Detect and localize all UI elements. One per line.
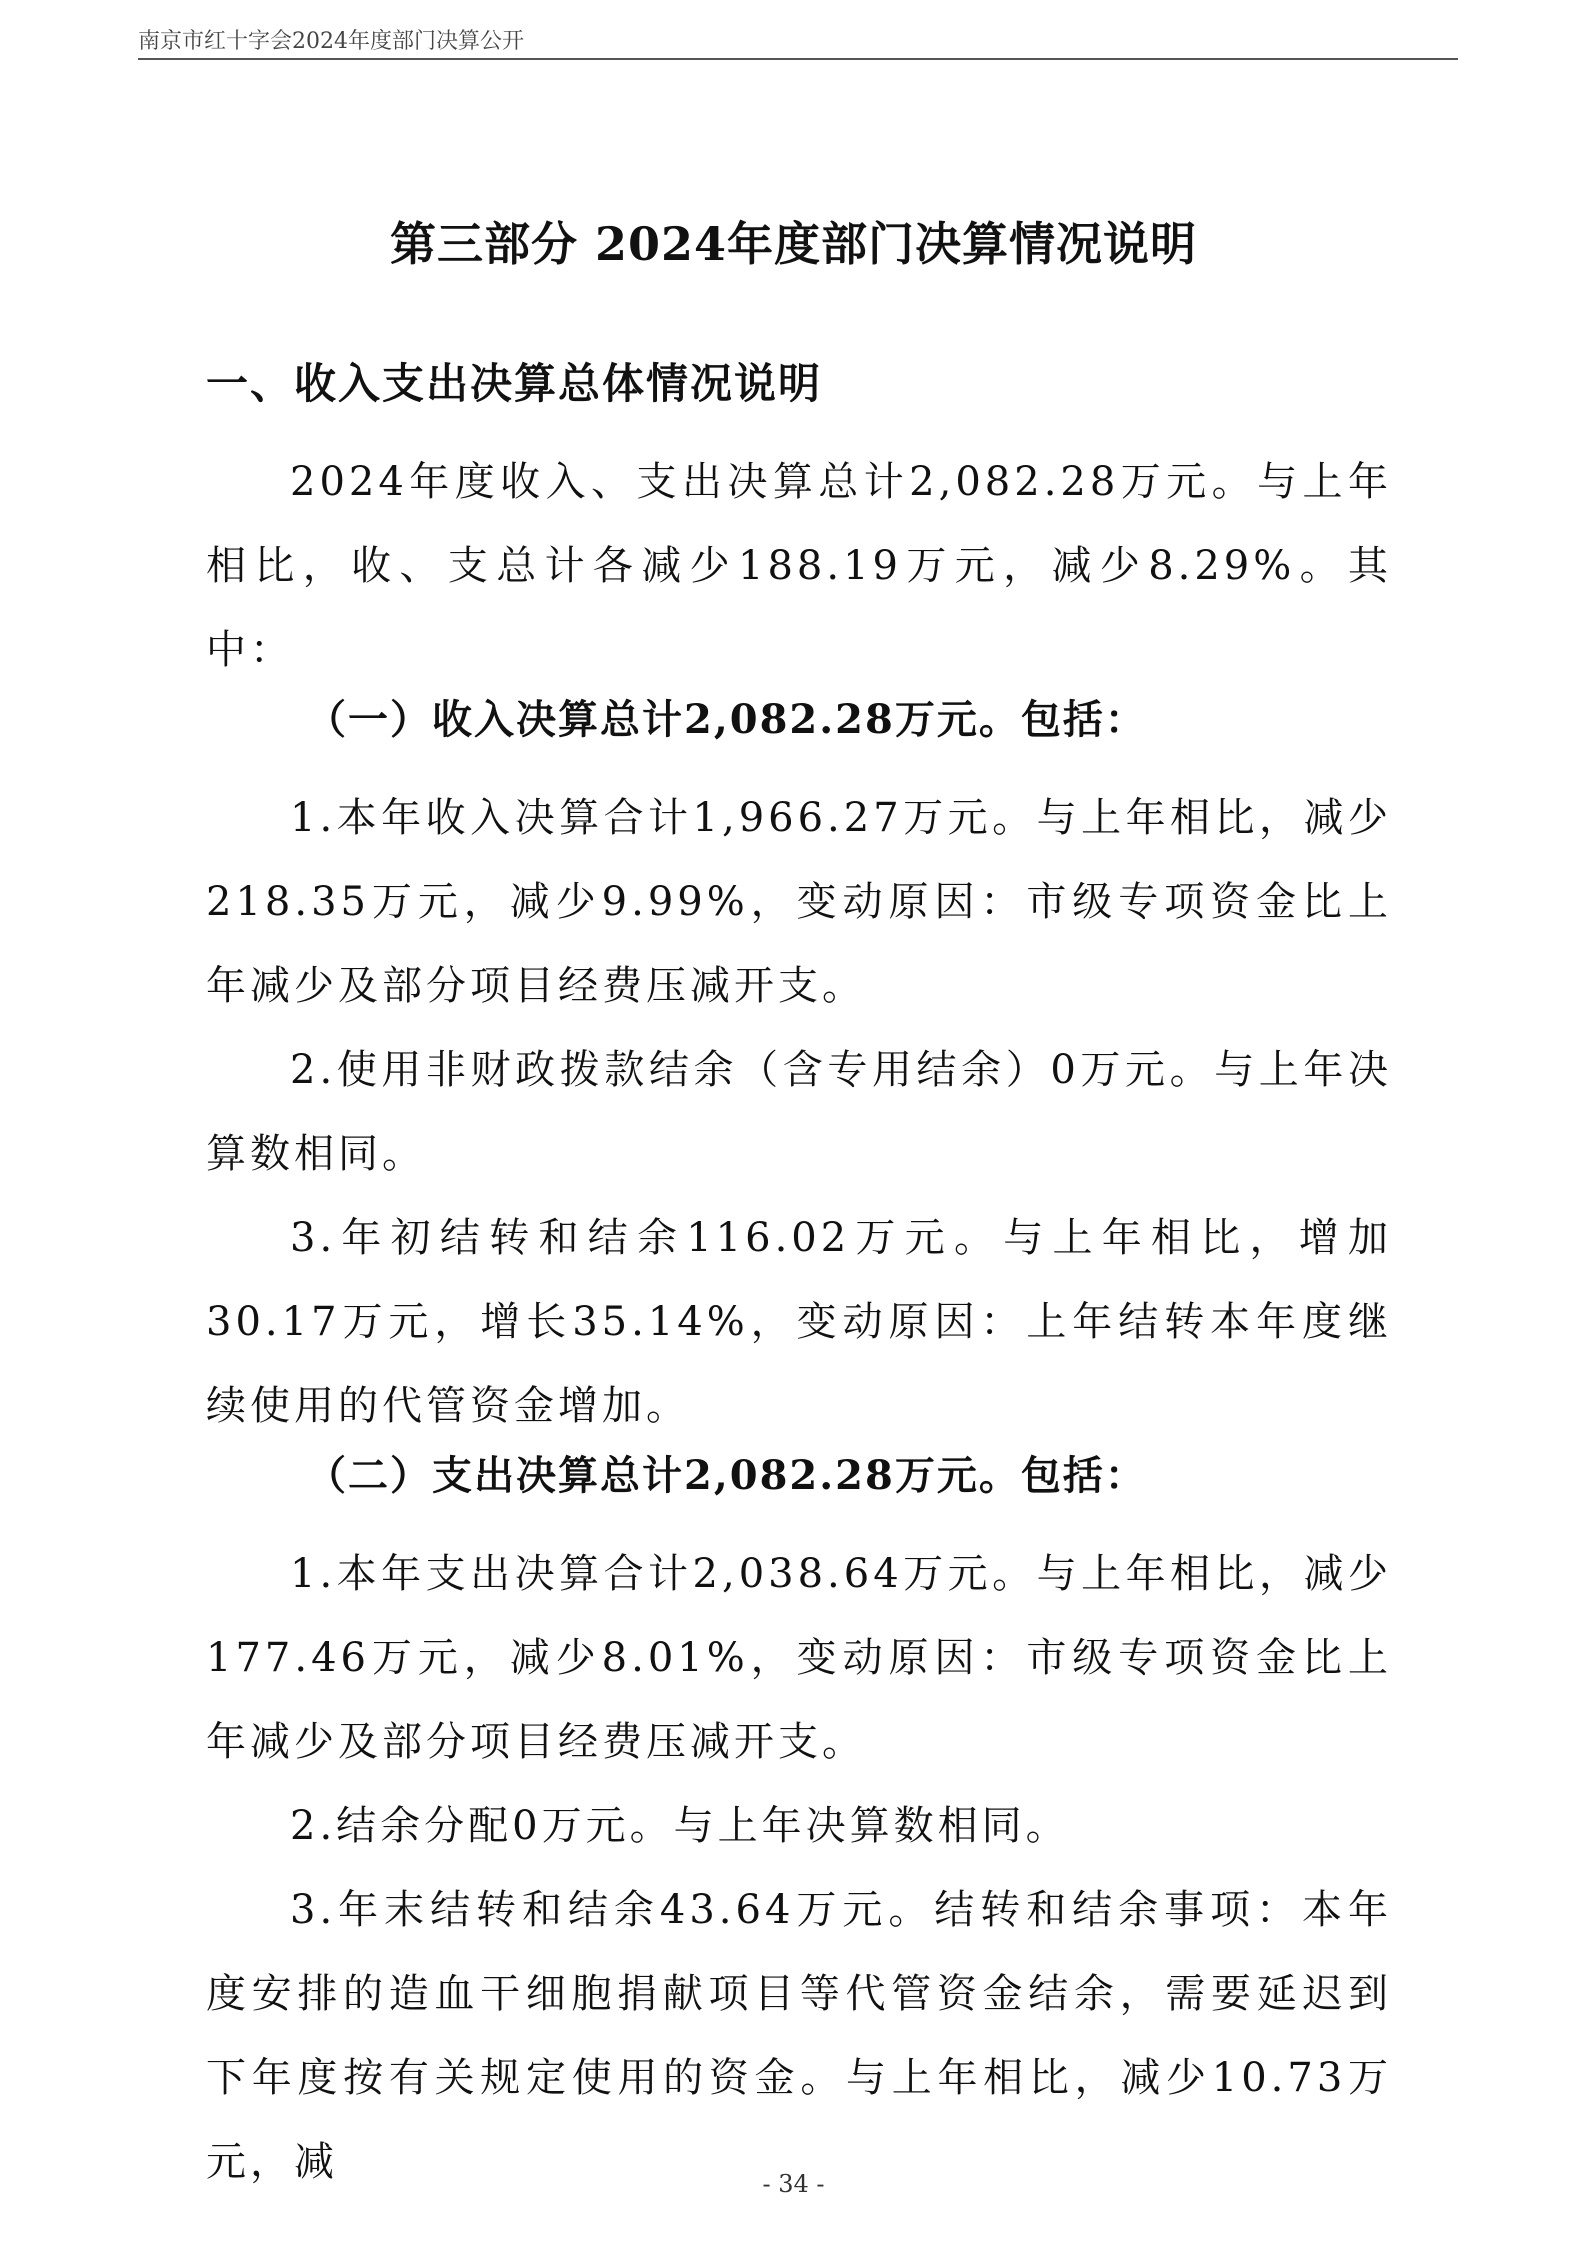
page-title: 第三部分 2024年度部门决算情况说明 [389,217,1198,271]
paragraph: 3.年初结转和结余116.02万元。与上年相比，增加30.17万元，增长35.14%，变动原因：上年结转本年度继续使用的代管资金增加。 [206,1215,1392,1429]
paragraph: 2.使用非财政拨款结余（含专用结余）0万元。与上年决算数相同。 [206,1047,1392,1177]
paragraph: 1.本年收入决算合计1,966.27万元。与上年相比，减少218.35万元，减少9.99%，变动原因：市级专项资金比上年减少及部分项目经费压减开支。 [206,795,1392,1009]
running-header: 南京市红十字会2024年度部门决算公开 [138,29,524,54]
paragraph: 3.年末结转和结余43.64万元。结转和结余事项：本年度安排的造血干细胞捐献项目等代管资金结余，需要延迟到下年度按有关规定使用的资金。与上年相比，减少10.73万元，减 [206,1887,1392,2185]
document-body [206,356,1392,2204]
paragraph: 1.本年支出决算合计2,038.64万元。与上年相比，减少177.46万元，减少8.01%，变动原因：市级专项资金比上年减少及部分项目经费压减开支。 [206,1551,1392,1765]
subsection-heading: （二）支出决算总计2,082.28万元。包括： [306,1452,1147,1499]
page-number: - 34 - [762,2170,825,2198]
paragraph: 2024年度收入、支出决算总计2,082.28万元。与上年相比，收、支总计各减少188.19万元，减少8.29%。其中： [206,459,1392,673]
section-heading: 一、收入支出决算总体情况说明 [206,359,823,408]
subsection-heading: （一）收入决算总计2,082.28万元。包括： [306,696,1147,743]
paragraph: 2.结余分配0万元。与上年决算数相同。 [290,1803,1070,1849]
header-divider [138,58,1458,60]
